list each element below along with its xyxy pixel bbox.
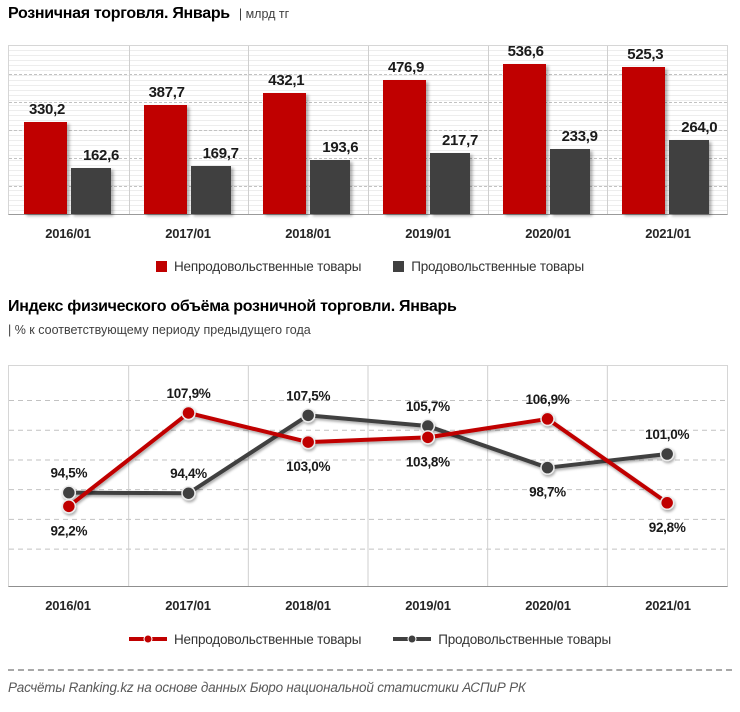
- legend-square-marker-food: [393, 261, 404, 272]
- point-value-label: 103,8%: [405, 454, 450, 470]
- legend-label: Продовольственные товары: [411, 259, 584, 274]
- data-point-food: [541, 461, 554, 474]
- bar-food: [669, 140, 709, 214]
- line-chart-legend: [0, 632, 740, 647]
- data-point-food: [302, 409, 315, 422]
- legend-item-nonfood: [129, 632, 361, 647]
- bar-value-label: 193,6: [322, 138, 359, 156]
- point-value-label: 106,9%: [525, 391, 570, 407]
- bar-value-label: 217,7: [441, 132, 479, 150]
- x-axis-label: 2021/01: [645, 226, 691, 241]
- point-value-label: 92,2%: [50, 523, 88, 539]
- x-axis-label: 2020/01: [525, 226, 571, 241]
- bar-chart-unit-label: | млрд тг: [238, 7, 290, 21]
- bar-value-label: 162,6: [82, 147, 120, 165]
- data-point-nonfood: [661, 496, 674, 509]
- x-axis-label: 2020/01: [525, 598, 571, 613]
- bar-nonfood: [24, 122, 67, 214]
- bar-value-label: 525,3: [627, 45, 664, 63]
- x-axis-label: 2021/01: [645, 598, 691, 613]
- legend-line-marker-nonfood: [129, 632, 167, 647]
- legend-item-nonfood: [156, 259, 361, 274]
- line-chart-subtitle: | % к соответствующему периоду предыдущего года: [8, 323, 311, 337]
- bar-value-label: 432,1: [268, 72, 305, 90]
- x-axis-label: 2016/01: [45, 226, 91, 241]
- line-chart-canvas: [9, 366, 727, 586]
- bar-food: [550, 149, 590, 214]
- data-point-nonfood: [302, 436, 315, 449]
- legend-label: Непродовольственные товары: [174, 259, 362, 274]
- x-axis-label: 2016/01: [45, 598, 91, 613]
- legend-dot: [408, 635, 416, 643]
- point-value-label: 107,9%: [166, 385, 211, 401]
- data-point-nonfood: [62, 500, 75, 513]
- source-note: Расчёты Ranking.kz на основе данных Бюро национальной статистики АСПиР РК: [8, 680, 526, 695]
- point-value-label: 103,0%: [286, 459, 331, 475]
- bar-chart-title: Розничная торговля. Январь: [8, 5, 230, 22]
- point-value-label: 92,8%: [648, 519, 686, 535]
- bar-value-label: 536,6: [507, 42, 544, 60]
- x-axis-label: 2017/01: [165, 598, 211, 613]
- line-chart-plot: [8, 365, 728, 587]
- legend-line-marker-food: [393, 632, 431, 647]
- data-point-food: [182, 487, 195, 500]
- bar-value-label: 330,2: [28, 100, 66, 118]
- bar-value-label: 169,7: [202, 145, 239, 163]
- point-value-label: 105,7%: [405, 399, 450, 415]
- bar-chart-legend: [0, 259, 740, 274]
- bar-value-label: 387,7: [148, 84, 185, 102]
- line-chart-title: Индекс физического объёма розничной торговли. Январь: [8, 298, 457, 315]
- bar-food: [191, 166, 231, 214]
- x-axis-label: 2017/01: [165, 226, 211, 241]
- x-axis-label: 2018/01: [285, 226, 331, 241]
- bar-value-label: 476,9: [387, 59, 425, 77]
- data-point-food: [661, 448, 674, 461]
- bar-food: [310, 160, 350, 214]
- bar-value-label: 233,9: [561, 127, 598, 145]
- bar-nonfood: [622, 67, 665, 214]
- bar-food: [430, 153, 470, 214]
- bar-chart-x-axis: [8, 226, 728, 241]
- legend-dot: [144, 635, 152, 643]
- x-axis-label: 2019/01: [405, 226, 451, 241]
- legend-item-food: [393, 632, 611, 647]
- data-point-nonfood: [421, 431, 434, 444]
- legend-square-marker-nonfood: [156, 261, 167, 272]
- legend-label: Непродовольственные товары: [174, 632, 362, 647]
- bar-chart-title-row: [8, 5, 289, 23]
- column-separator: [488, 46, 489, 214]
- line-chart-x-axis: [8, 598, 728, 613]
- bar-value-label: 264,0: [681, 119, 718, 137]
- data-point-nonfood: [182, 406, 195, 419]
- point-value-label: 101,0%: [645, 427, 690, 442]
- legend-label: Продовольственные товары: [438, 632, 611, 647]
- x-axis-label: 2019/01: [405, 598, 451, 613]
- x-axis-label: 2018/01: [285, 598, 331, 613]
- bar-food: [71, 168, 111, 214]
- footer-divider: [8, 669, 732, 671]
- legend-item-food: [393, 259, 584, 274]
- point-value-label: 94,4%: [170, 466, 207, 482]
- data-point-food: [62, 486, 75, 499]
- point-value-label: 98,7%: [529, 484, 566, 500]
- data-point-nonfood: [541, 412, 554, 425]
- bar-chart-plot: [8, 42, 728, 215]
- point-value-label: 107,5%: [286, 388, 331, 404]
- point-value-label: 94,5%: [50, 465, 88, 481]
- column-separator: [129, 46, 130, 214]
